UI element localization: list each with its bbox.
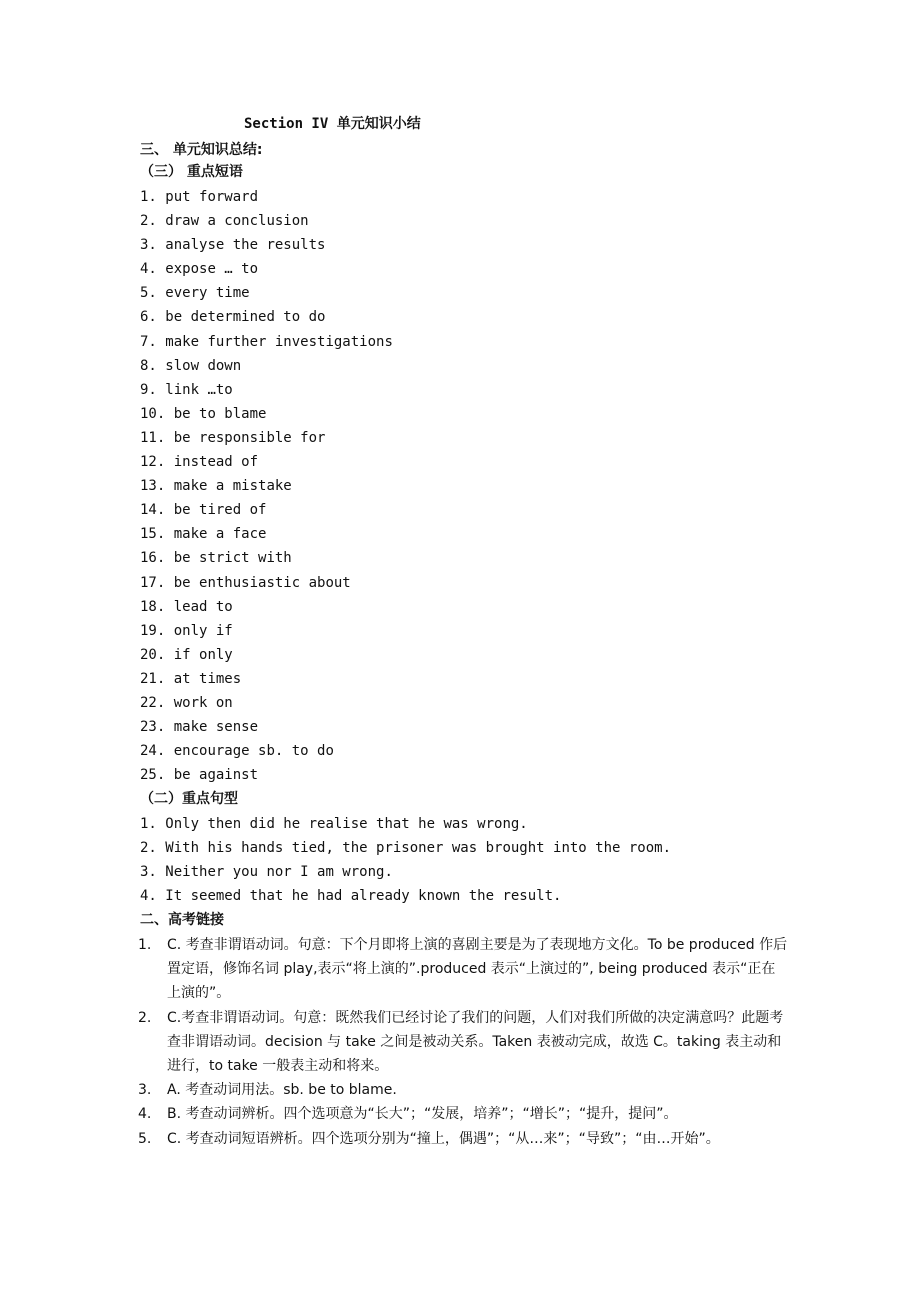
phrase-item: [140, 739, 393, 763]
exam-heading: 二、高考链接: [140, 912, 224, 928]
phrase-item-text: only if: [173, 622, 233, 639]
answer-number: 3.: [138, 1082, 152, 1099]
phrase-item-number: 3.: [140, 237, 157, 254]
phrase-item-text: be tired of: [173, 502, 267, 519]
phrase-item: [140, 474, 393, 498]
sentence-item-number: 2.: [140, 840, 157, 857]
sentence-item-text: Neither you nor I am wrong.: [165, 864, 393, 881]
answer-item: [138, 933, 788, 1006]
phrase-list: [140, 185, 393, 787]
phrase-item-text: lead to: [173, 598, 233, 615]
phrase-item-number: 16.: [140, 550, 166, 567]
phrase-item-number: 21.: [140, 670, 166, 687]
phrase-item: [140, 498, 393, 522]
phrase-item-text: make sense: [173, 719, 259, 736]
phrase-item-text: instead of: [173, 454, 259, 471]
phrase-item-text: make a face: [173, 526, 267, 543]
sentence-item-text: With his hands tied, the prisoner was brought into the room.: [165, 840, 672, 857]
phrase-item-text: be strict with: [173, 550, 292, 567]
phrase-item-number: 24.: [140, 743, 166, 760]
answer-text: C. 考查动词短语辨析。四个选项分别为“撞上，偶遇”；“从…来”；“导致”；“由…开始”。: [167, 1130, 720, 1147]
answer-number: 4.: [138, 1106, 152, 1123]
phrase-item: [140, 281, 393, 305]
sentence-item-number: 3.: [140, 864, 157, 881]
phrase-item: [140, 643, 393, 667]
phrase-item-text: draw a conclusion: [165, 213, 309, 230]
phrase-item: [140, 619, 393, 643]
answer-item: [138, 1127, 788, 1151]
sentence-item: [140, 860, 671, 884]
phrase-item: [140, 185, 393, 209]
phrase-item-number: 2.: [140, 213, 157, 230]
phrase-item: [140, 426, 393, 450]
phrase-item-text: be against: [173, 767, 259, 784]
phrase-item-number: 22.: [140, 694, 166, 711]
phrase-item-number: 17.: [140, 574, 166, 591]
phrase-item-text: be determined to do: [165, 309, 326, 326]
phrase-item: [140, 257, 393, 281]
answer-number: 5.: [138, 1130, 152, 1147]
phrase-item: [140, 330, 393, 354]
phrase-item: [140, 715, 393, 739]
phrase-item: [140, 233, 393, 257]
phrase-item: [140, 378, 393, 402]
phrase-item-number: 23.: [140, 719, 166, 736]
phrase-item: [140, 305, 393, 329]
phrase-item-number: 1.: [140, 189, 157, 205]
phrase-item-number: 25.: [140, 767, 166, 784]
phrase-item: [140, 354, 393, 378]
phrase-item-number: 5.: [140, 285, 157, 302]
sentence-item: [140, 836, 671, 860]
phrase-item-number: 8.: [140, 357, 157, 374]
answer-list: [138, 933, 788, 1151]
phrase-item: [140, 522, 393, 546]
phrase-item-text: at times: [173, 670, 242, 687]
phrase-item: [140, 691, 393, 715]
answer-text: C. 考查非谓语动词。句意：下个月即将上演的喜剧主要是为了表现地方文化。To be produced 作后置定语，修饰名词 play,表示“将上演的”.produced 表示“上演过的”, being produced 表示“正在上演的”。: [167, 937, 788, 1002]
phrase-item-text: be to blame: [173, 405, 267, 422]
answer-number: 2.: [138, 1009, 152, 1026]
phrase-item-text: put forward: [165, 189, 259, 205]
sentence-item: [140, 884, 671, 908]
phrase-item-text: work on: [173, 694, 233, 711]
phrase-item-text: if only: [173, 646, 233, 663]
phrase-item-number: 9.: [140, 381, 157, 398]
answer-text: B. 考查动词辨析。四个选项意为“长大”；“发展，培养”；“增长”；“提升，提问”。: [167, 1106, 678, 1123]
sentence-item-number: 1.: [140, 816, 157, 832]
sentences-heading: （二）重点句型: [140, 791, 238, 807]
phrase-item: [140, 595, 393, 619]
phrase-item: [140, 667, 393, 691]
sentence-item-text: Only then did he realise that he was wrong.: [165, 816, 528, 832]
phrase-item: [140, 209, 393, 233]
answer-item: [138, 1078, 788, 1102]
phrase-item: [140, 571, 393, 595]
phrase-item-text: be enthusiastic about: [173, 574, 351, 591]
phrase-item: [140, 402, 393, 426]
phrase-item-number: 14.: [140, 502, 166, 519]
phrase-item-number: 13.: [140, 478, 166, 495]
phrase-item-number: 4.: [140, 261, 157, 278]
sentence-list: [140, 812, 671, 908]
phrase-item-text: be responsible for: [173, 429, 326, 446]
answer-item: [138, 1102, 788, 1126]
page-title: Section IV 单元知识小结: [244, 116, 421, 132]
phrase-item-number: 12.: [140, 454, 166, 471]
phrase-item-text: every time: [165, 285, 250, 302]
answer-text: A. 考查动词用法。sb. be to blame.: [167, 1082, 397, 1099]
phrase-item-text: slow down: [165, 357, 242, 374]
phrase-item-number: 20.: [140, 646, 166, 663]
sentence-item: [140, 812, 671, 836]
answer-number: 1.: [138, 937, 152, 953]
phrase-item-text: encourage sb. to do: [173, 743, 334, 760]
answer-text: C.考查非谓语动词。句意：既然我们已经讨论了我们的问题，人们对我们所做的决定满意吗？此题考查非谓语动词。decision 与 take 之间是被动关系。Taken 表被动完成，故选 C。taking 表主动和进行，to take 一般表主动和将来。: [167, 1009, 784, 1075]
sentence-item-number: 4.: [140, 888, 157, 905]
phrase-item-text: analyse the results: [165, 237, 326, 254]
sentence-item-text: It seemed that he had already known the result.: [165, 888, 562, 905]
phrase-item-number: 6.: [140, 309, 157, 326]
phrase-item: [140, 763, 393, 787]
phrase-item-number: 19.: [140, 622, 166, 639]
phrase-item-number: 18.: [140, 598, 166, 615]
phrase-item-number: 11.: [140, 429, 166, 446]
phrase-item-text: expose … to: [165, 261, 259, 278]
phrase-item-number: 10.: [140, 405, 166, 422]
phrases-heading: （三） 重点短语: [140, 164, 243, 180]
phrase-item-text: link …to: [165, 381, 233, 398]
phrase-item-number: 15.: [140, 526, 166, 543]
phrase-item-text: make a mistake: [173, 478, 292, 495]
phrase-item: [140, 546, 393, 570]
answer-item: [138, 1006, 788, 1079]
phrase-item-text: make further investigations: [165, 333, 393, 350]
phrase-item: [140, 450, 393, 474]
phrase-item-number: 7.: [140, 333, 157, 350]
section3-heading: 三、 单元知识总结:: [140, 142, 263, 158]
